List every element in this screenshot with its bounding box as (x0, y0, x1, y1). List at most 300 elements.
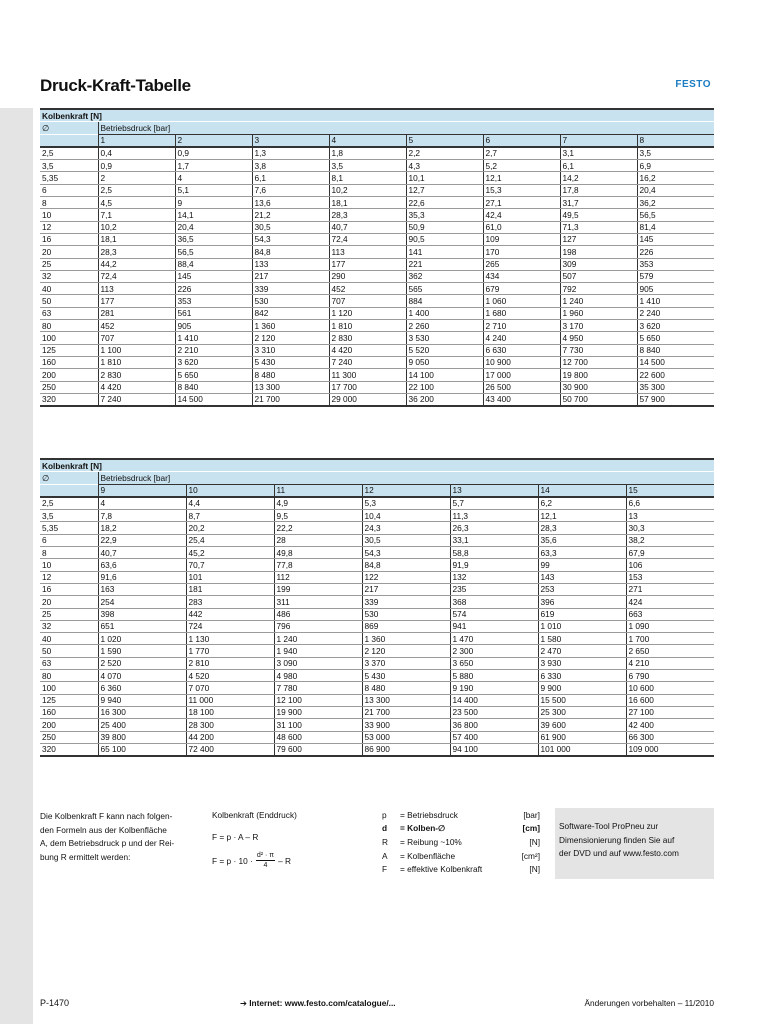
force-cell: 54,3 (252, 233, 329, 245)
force-cell: 3 090 (274, 657, 362, 669)
force-cell: 30 900 (560, 381, 637, 393)
column-header: 11 (274, 484, 362, 497)
force-cell: 217 (362, 583, 450, 595)
force-cell: 15,3 (483, 184, 560, 196)
table-row (40, 172, 714, 184)
force-cell: 36,2 (637, 197, 714, 209)
force-cell: 70,7 (186, 559, 274, 571)
force-cell: 1 580 (538, 633, 626, 645)
legend-text: = Kolben-∅ (400, 823, 446, 834)
diameter-cell: 32 (40, 620, 98, 632)
table-row (40, 608, 714, 620)
force-cell: 56,5 (175, 246, 252, 258)
diameter-cell: 5,35 (40, 522, 98, 534)
column-header: 1 (98, 134, 175, 147)
column-header: 5 (406, 134, 483, 147)
table-row (40, 356, 714, 368)
force-cell: 486 (274, 608, 362, 620)
diameter-cell: 32 (40, 270, 98, 282)
force-cell: 2 260 (406, 320, 483, 332)
table-row (40, 184, 714, 196)
force-cell: 3,5 (637, 147, 714, 160)
force-cell: 35,3 (406, 209, 483, 221)
force-cell: 44,2 (98, 258, 175, 270)
force-cell: 13 300 (362, 694, 450, 706)
force-cell: 7 070 (186, 682, 274, 694)
diameter-cell: 160 (40, 356, 98, 368)
force-cell: 6 790 (626, 670, 714, 682)
force-cell: 4 980 (274, 670, 362, 682)
table-row (40, 583, 714, 595)
legend-row (382, 835, 540, 849)
force-cell: 7 730 (560, 344, 637, 356)
force-cell: 5,1 (175, 184, 252, 196)
force-cell: 26 500 (483, 381, 560, 393)
legend-text: = Betriebsdruck (400, 809, 458, 820)
force-cell: 50,9 (406, 221, 483, 233)
table-row (40, 160, 714, 172)
force-cell: 44 200 (186, 731, 274, 743)
column-header: 7 (560, 134, 637, 147)
force-cell: 9,5 (274, 510, 362, 522)
force-cell: 4 240 (483, 332, 560, 344)
force-cell: 17 000 (483, 369, 560, 381)
diameter-cell: 6 (40, 184, 98, 196)
force-cell: 283 (186, 596, 274, 608)
infobox-line: Software-Tool ProPneu zur (559, 821, 659, 831)
force-cell: 10,2 (329, 184, 406, 196)
table-row (40, 283, 714, 295)
force-cell: 574 (450, 608, 538, 620)
force-cell: 16,2 (637, 172, 714, 184)
force-cell: 1 410 (175, 332, 252, 344)
force-cell: 6,9 (637, 160, 714, 172)
force-cell: 442 (186, 608, 274, 620)
force-cell: 38,2 (626, 534, 714, 546)
force-cell: 4,3 (406, 160, 483, 172)
force-cell: 271 (626, 583, 714, 595)
force-cell: 1,3 (252, 147, 329, 160)
force-cell: 1 960 (560, 307, 637, 319)
force-cell: 35 300 (637, 381, 714, 393)
force-cell: 8,7 (186, 510, 274, 522)
force-cell: 88,4 (175, 258, 252, 270)
legend-text: = effektive Kolbenkraft (400, 864, 483, 875)
force-cell: 1 590 (98, 645, 186, 657)
force-cell: 91,9 (450, 559, 538, 571)
legend-row (382, 849, 540, 863)
force-cell: 10 600 (626, 682, 714, 694)
force-cell: 10 900 (483, 356, 560, 368)
force-cell: 1 010 (538, 620, 626, 632)
legend-symbol: d (382, 823, 388, 834)
force-cell: 45,2 (186, 547, 274, 559)
force-cell: 91,6 (98, 571, 186, 583)
formula-description (40, 810, 202, 864)
force-cell: 22 100 (406, 381, 483, 393)
force-cell: 2 300 (450, 645, 538, 657)
force-cell: 25 400 (98, 719, 186, 731)
diameter-cell: 250 (40, 731, 98, 743)
force-cell: 4 420 (98, 381, 175, 393)
diameter-cell: 50 (40, 645, 98, 657)
force-cell: 0,4 (98, 147, 175, 160)
force-cell: 72,4 (329, 233, 406, 245)
force-cell: 1 130 (186, 633, 274, 645)
diameter-cell: 160 (40, 706, 98, 718)
force-cell: 7,6 (252, 184, 329, 196)
force-cell: 2 830 (329, 332, 406, 344)
diameter-cell: 5,35 (40, 172, 98, 184)
force-cell: 4 (175, 172, 252, 184)
force-cell: 84,8 (362, 559, 450, 571)
force-cell: 56,5 (637, 209, 714, 221)
force-cell: 4 520 (186, 670, 274, 682)
formula-fraction (256, 852, 275, 869)
force-cell: 253 (538, 583, 626, 595)
force-cell: 27 100 (626, 706, 714, 718)
force-cell: 39 600 (538, 719, 626, 731)
force-cell: 54,3 (362, 547, 450, 559)
force-cell: 12 700 (560, 356, 637, 368)
force-cell: 12,7 (406, 184, 483, 196)
diameter-cell: 12 (40, 221, 98, 233)
force-cell: 19 800 (560, 369, 637, 381)
description-line: Die Kolbenkraft F kann nach folgen- (40, 811, 173, 821)
force-cell: 6 630 (483, 344, 560, 356)
table-title: Kolbenkraft [N] (40, 109, 714, 122)
force-cell: 163 (98, 583, 186, 595)
column-header: 3 (252, 134, 329, 147)
force-cell: 530 (252, 295, 329, 307)
force-cell: 18,2 (98, 522, 186, 534)
table-row (40, 670, 714, 682)
force-cell: 12,1 (538, 510, 626, 522)
force-cell: 143 (538, 571, 626, 583)
force-cell: 14 400 (450, 694, 538, 706)
force-cell: 133 (252, 258, 329, 270)
table-row (40, 307, 714, 319)
table-row (40, 233, 714, 245)
pressure-label: Betriebsdruck [bar] (98, 472, 714, 484)
side-strip (0, 108, 33, 1024)
table-row (40, 221, 714, 233)
force-cell: 5 430 (252, 356, 329, 368)
diameter-cell: 80 (40, 670, 98, 682)
legend-symbol: F (382, 864, 388, 875)
force-cell: 28,3 (98, 246, 175, 258)
table-row (40, 657, 714, 669)
force-cell: 226 (637, 246, 714, 258)
force-cell: 22,2 (274, 522, 362, 534)
force-cell: 6 330 (538, 670, 626, 682)
table-row (40, 209, 714, 221)
software-infobox (555, 808, 714, 879)
force-cell: 5 650 (175, 369, 252, 381)
force-cell: 1 410 (637, 295, 714, 307)
force-cell: 309 (560, 258, 637, 270)
force-cell: 20,4 (175, 221, 252, 233)
force-cell: 77,8 (274, 559, 362, 571)
infobox-line: Dimensionierung finden Sie auf (559, 834, 675, 845)
force-cell: 17,8 (560, 184, 637, 196)
force-cell: 33,1 (450, 534, 538, 546)
force-table-2 (40, 458, 714, 757)
column-header: 6 (483, 134, 560, 147)
force-cell: 905 (175, 320, 252, 332)
force-cell: 0,9 (175, 147, 252, 160)
force-cell: 3 930 (538, 657, 626, 669)
force-cell: 14 100 (406, 369, 483, 381)
diameter-cell: 25 (40, 608, 98, 620)
force-cell: 30,5 (252, 221, 329, 233)
force-cell: 4,9 (274, 497, 362, 510)
force-cell: 1 360 (252, 320, 329, 332)
diameter-cell: 10 (40, 209, 98, 221)
table-row (40, 147, 714, 160)
force-cell: 1 020 (98, 633, 186, 645)
force-cell: 2 520 (98, 657, 186, 669)
column-header: 2 (175, 134, 252, 147)
force-cell: 31,7 (560, 197, 637, 209)
force-cell: 3 170 (560, 320, 637, 332)
formula-2-prefix: F = p · 10 · (212, 855, 253, 866)
force-cell: 25,4 (186, 534, 274, 546)
force-cell: 181 (186, 583, 274, 595)
formula-heading: Kolbenkraft (Enddruck) (212, 810, 297, 820)
force-cell: 53 000 (362, 731, 450, 743)
force-cell: 29 000 (329, 393, 406, 406)
force-cell: 9 940 (98, 694, 186, 706)
diameter-cell: 8 (40, 197, 98, 209)
force-cell: 2 240 (637, 307, 714, 319)
force-cell: 796 (274, 620, 362, 632)
force-cell: 48 600 (274, 731, 362, 743)
force-cell: 1 100 (98, 344, 175, 356)
diameter-cell: 12 (40, 571, 98, 583)
force-cell: 36,5 (175, 233, 252, 245)
force-cell: 94 100 (450, 743, 538, 756)
force-cell: 4 420 (329, 344, 406, 356)
force-cell: 8 480 (362, 682, 450, 694)
force-cell: 663 (626, 608, 714, 620)
force-cell: 792 (560, 283, 637, 295)
force-cell: 30,5 (362, 534, 450, 546)
force-cell: 106 (626, 559, 714, 571)
legend-unit: [cm] (522, 823, 540, 834)
diameter-cell: 63 (40, 307, 98, 319)
table-row (40, 620, 714, 632)
diameter-cell: 80 (40, 320, 98, 332)
legend-row (382, 862, 540, 876)
table-row (40, 320, 714, 332)
page-number: P-1470 (40, 998, 70, 1008)
force-cell: 1 400 (406, 307, 483, 319)
diameter-cell: 250 (40, 381, 98, 393)
force-cell: 2 830 (98, 369, 175, 381)
force-cell: 226 (175, 283, 252, 295)
force-cell: 217 (252, 270, 329, 282)
legend-symbol: A (382, 850, 388, 861)
force-cell: 14,2 (560, 172, 637, 184)
force-cell: 21 700 (252, 393, 329, 406)
table-row (40, 332, 714, 344)
force-cell: 396 (538, 596, 626, 608)
force-cell: 10,2 (98, 221, 175, 233)
table-row (40, 369, 714, 381)
force-cell: 254 (98, 596, 186, 608)
force-cell: 8 840 (175, 381, 252, 393)
diameter-cell: 200 (40, 369, 98, 381)
force-cell: 7 780 (274, 682, 362, 694)
force-cell: 9 (175, 197, 252, 209)
legend-text: = Kolbenfläche (400, 850, 456, 861)
force-cell: 2 810 (186, 657, 274, 669)
force-cell: 66 300 (626, 731, 714, 743)
force-cell: 5,3 (362, 497, 450, 510)
force-cell: 1 120 (329, 307, 406, 319)
force-cell: 58,8 (450, 547, 538, 559)
force-cell: 122 (362, 571, 450, 583)
force-cell: 3,5 (329, 160, 406, 172)
force-cell: 724 (186, 620, 274, 632)
force-cell: 25 300 (538, 706, 626, 718)
force-cell: 49,8 (274, 547, 362, 559)
force-cell: 14,1 (175, 209, 252, 221)
diameter-cell: 2,5 (40, 497, 98, 510)
force-cell: 2,2 (406, 147, 483, 160)
column-header: 13 (450, 484, 538, 497)
force-cell: 49,5 (560, 209, 637, 221)
force-cell: 311 (274, 596, 362, 608)
force-cell: 14 500 (637, 356, 714, 368)
force-cell: 61 900 (538, 731, 626, 743)
force-cell: 368 (450, 596, 538, 608)
festo-logo: FESTO (675, 79, 711, 90)
force-cell: 63,3 (538, 547, 626, 559)
force-cell: 16 300 (98, 706, 186, 718)
force-cell: 0,9 (98, 160, 175, 172)
force-cell: 565 (406, 283, 483, 295)
force-cell: 452 (98, 320, 175, 332)
force-cell: 2 210 (175, 344, 252, 356)
force-cell: 72 400 (186, 743, 274, 756)
force-cell: 63,6 (98, 559, 186, 571)
column-header: 9 (98, 484, 186, 497)
force-cell: 28 (274, 534, 362, 546)
table-row (40, 706, 714, 718)
force-cell: 43 400 (483, 393, 560, 406)
force-cell: 1 680 (483, 307, 560, 319)
force-cell: 2 710 (483, 320, 560, 332)
force-cell: 2 650 (626, 645, 714, 657)
force-cell: 4,5 (98, 197, 175, 209)
force-cell: 3 310 (252, 344, 329, 356)
force-cell: 1 090 (626, 620, 714, 632)
legend-symbol: R (382, 836, 388, 847)
force-cell: 5,7 (450, 497, 538, 510)
force-cell: 177 (98, 295, 175, 307)
force-cell: 6,2 (538, 497, 626, 510)
table-row (40, 246, 714, 258)
force-cell: 424 (626, 596, 714, 608)
force-cell: 6,6 (626, 497, 714, 510)
force-cell: 579 (637, 270, 714, 282)
force-cell: 4,4 (186, 497, 274, 510)
legend-unit: [bar] (523, 809, 540, 820)
table-row (40, 534, 714, 546)
force-cell: 101 000 (538, 743, 626, 756)
force-cell: 13,6 (252, 197, 329, 209)
table-row (40, 258, 714, 270)
table-row (40, 633, 714, 645)
diameter-cell: 40 (40, 633, 98, 645)
force-cell: 3 620 (175, 356, 252, 368)
diameter-cell: 200 (40, 719, 98, 731)
table-row (40, 682, 714, 694)
force-cell: 5 430 (362, 670, 450, 682)
force-cell: 67,9 (626, 547, 714, 559)
diameter-cell: 125 (40, 344, 98, 356)
force-cell: 3,1 (560, 147, 637, 160)
force-cell: 101 (186, 571, 274, 583)
force-cell: 679 (483, 283, 560, 295)
force-cell: 1 360 (362, 633, 450, 645)
force-cell: 5 650 (637, 332, 714, 344)
force-cell: 3 370 (362, 657, 450, 669)
force-cell: 113 (329, 246, 406, 258)
table-row (40, 743, 714, 756)
force-cell: 1 810 (98, 356, 175, 368)
table-row (40, 559, 714, 571)
force-cell: 1 240 (560, 295, 637, 307)
diameter-cell: 8 (40, 547, 98, 559)
diameter-cell: 3,5 (40, 160, 98, 172)
force-cell: 434 (483, 270, 560, 282)
diameter-cell: 20 (40, 246, 98, 258)
force-cell: 145 (175, 270, 252, 282)
force-cell: 9 050 (406, 356, 483, 368)
description-line: den Formeln aus der Kolbenfläche (40, 824, 167, 835)
force-cell: 6 360 (98, 682, 186, 694)
page-title: Druck-Kraft-Tabelle (40, 76, 191, 95)
force-cell: 6,1 (560, 160, 637, 172)
force-cell: 707 (98, 332, 175, 344)
force-cell: 18 100 (186, 706, 274, 718)
force-cell: 507 (560, 270, 637, 282)
force-cell: 1 810 (329, 320, 406, 332)
force-cell: 112 (274, 571, 362, 583)
force-cell: 57 400 (450, 731, 538, 743)
diameter-cell: 320 (40, 393, 98, 406)
diameter-cell: 63 (40, 657, 98, 669)
column-header: 10 (186, 484, 274, 497)
force-cell: 145 (637, 233, 714, 245)
diameter-cell: 10 (40, 559, 98, 571)
force-cell: 5 520 (406, 344, 483, 356)
force-cell: 13 300 (252, 381, 329, 393)
force-cell: 26,3 (450, 522, 538, 534)
force-cell: 6,1 (252, 172, 329, 184)
column-header: 12 (362, 484, 450, 497)
diameter-cell: 125 (40, 694, 98, 706)
force-cell: 842 (252, 307, 329, 319)
internet-link[interactable]: ➔ Internet: www.festo.com/catalogue/... (240, 998, 396, 1008)
force-cell: 9 190 (450, 682, 538, 694)
force-cell: 353 (637, 258, 714, 270)
force-cell: 18,1 (98, 233, 175, 245)
legend-symbol: p (382, 809, 387, 820)
